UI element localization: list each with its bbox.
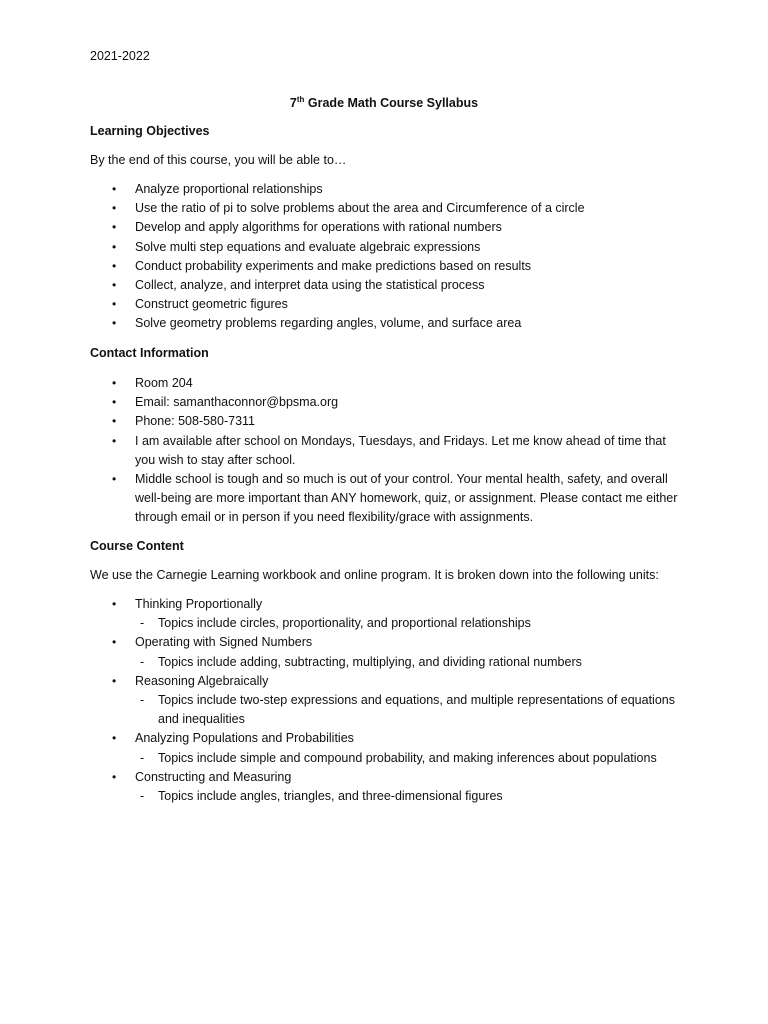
dash-icon: - bbox=[140, 654, 145, 669]
bullet-icon: • bbox=[112, 201, 117, 216]
course-content-heading: Course Content bbox=[90, 539, 184, 553]
bullet-icon: • bbox=[112, 297, 117, 312]
objectives-list bbox=[90, 180, 680, 334]
title-ordinal-suffix: th bbox=[296, 95, 305, 104]
unit-topics-list bbox=[135, 749, 680, 768]
bullet-icon: • bbox=[112, 395, 117, 410]
contact-room: Room 204 bbox=[135, 376, 193, 390]
contact-information-heading: Contact Information bbox=[90, 346, 209, 360]
unit-topics-list bbox=[135, 614, 680, 633]
list-item bbox=[90, 633, 680, 671]
unit-topics: Topics include two-step expressions and equations, and multiple representations of equations and inequalities bbox=[158, 693, 675, 727]
bullet-icon: • bbox=[112, 433, 117, 448]
bullet-icon: • bbox=[112, 316, 117, 331]
list-item bbox=[135, 653, 680, 672]
contact-email: Email: samanthaconnor@bpsma.org bbox=[135, 395, 339, 410]
unit-topics: Topics include circles, proportionality, and proportional relationships bbox=[158, 616, 531, 631]
bullet-icon: • bbox=[112, 239, 117, 254]
list-item bbox=[90, 768, 680, 806]
list-item bbox=[90, 314, 680, 333]
objective-text: Develop and apply algorithms for operations with rational numbers bbox=[135, 220, 502, 235]
page-title bbox=[0, 94, 768, 113]
learning-objectives-heading: Learning Objectives bbox=[90, 124, 210, 138]
bullet-icon: • bbox=[112, 220, 117, 235]
bullet-icon: • bbox=[112, 472, 117, 487]
dash-icon: - bbox=[140, 750, 145, 765]
list-item bbox=[135, 691, 680, 729]
unit-topics: Topics include simple and compound probability, and making inferences about populations bbox=[158, 750, 657, 765]
list-item bbox=[90, 257, 680, 276]
contact-wellbeing-note: Middle school is tough and so much is out of your control. Your mental health, safety, and overall well-being are more important than ANY homework, quiz, or assignment. Please contact me either through email or in person if you need flexibility/grace with assignments. bbox=[135, 472, 678, 525]
contact-list bbox=[90, 374, 680, 528]
title-text: Grade Math Course Syllabus bbox=[304, 96, 479, 110]
bullet-icon: • bbox=[112, 414, 117, 429]
dash-icon: - bbox=[140, 616, 145, 631]
list-item bbox=[90, 374, 680, 393]
unit-topics-list bbox=[135, 787, 680, 806]
list-item bbox=[90, 470, 680, 528]
unit-name: Constructing and Measuring bbox=[135, 769, 292, 784]
list-item bbox=[90, 295, 680, 314]
list-item bbox=[90, 729, 680, 767]
bullet-icon: • bbox=[112, 769, 117, 784]
bullet-icon: • bbox=[112, 597, 117, 611]
list-item bbox=[90, 276, 680, 295]
contact-availability: I am available after school on Mondays, Tuesdays, and Fridays. Let me know ahead of time that you wish to stay after school. bbox=[135, 433, 666, 467]
list-item bbox=[90, 180, 680, 199]
list-item bbox=[135, 787, 680, 806]
unit-topics: Topics include adding, subtracting, multiplying, and dividing rational numbers bbox=[158, 654, 582, 669]
list-item bbox=[135, 749, 680, 768]
bullet-icon: • bbox=[112, 673, 117, 688]
school-year: 2021-2022 bbox=[90, 49, 150, 63]
list-item bbox=[90, 672, 680, 730]
list-item bbox=[90, 199, 680, 218]
dash-icon: - bbox=[140, 693, 145, 708]
list-item bbox=[90, 432, 680, 470]
list-item bbox=[90, 595, 680, 633]
contact-phone: Phone: 508-580-7311 bbox=[135, 414, 256, 429]
dash-icon: - bbox=[140, 789, 145, 804]
unit-topics: Topics include angles, triangles, and three-dimensional figures bbox=[158, 789, 503, 804]
course-content-intro: We use the Carnegie Learning workbook and online program. It is broken down into the following units: bbox=[90, 568, 659, 582]
list-item bbox=[90, 393, 680, 412]
bullet-icon: • bbox=[112, 258, 117, 273]
unit-name: Reasoning Algebraically bbox=[135, 673, 269, 688]
objective-text: Analyze proportional relationships bbox=[135, 182, 323, 196]
objective-text: Solve multi step equations and evaluate algebraic expressions bbox=[135, 239, 481, 254]
title-grade-number: 7 bbox=[289, 96, 297, 110]
objective-text: Collect, analyze, and interpret data using the statistical process bbox=[135, 278, 485, 293]
objective-text: Conduct probability experiments and make predictions based on results bbox=[135, 258, 532, 273]
list-item bbox=[90, 218, 680, 237]
bullet-icon: • bbox=[112, 731, 117, 746]
unit-topics-list bbox=[135, 691, 680, 729]
learning-objectives-intro: By the end of this course, you will be able to… bbox=[90, 153, 347, 167]
list-item bbox=[90, 238, 680, 257]
objective-text: Solve geometry problems regarding angles, volume, and surface area bbox=[135, 316, 522, 331]
unit-name: Thinking Proportionally bbox=[135, 597, 263, 611]
unit-topics-list bbox=[135, 653, 680, 672]
list-item bbox=[90, 412, 680, 431]
bullet-icon: • bbox=[112, 635, 117, 650]
units-list bbox=[90, 595, 680, 806]
bullet-icon: • bbox=[112, 182, 117, 196]
list-item bbox=[135, 614, 680, 633]
unit-name: Operating with Signed Numbers bbox=[135, 635, 313, 650]
bullet-icon: • bbox=[112, 278, 117, 293]
objective-text: Construct geometric figures bbox=[135, 297, 288, 312]
unit-name: Analyzing Populations and Probabilities bbox=[135, 731, 354, 746]
bullet-icon: • bbox=[112, 376, 117, 390]
objective-text: Use the ratio of pi to solve problems about the area and Circumference of a circle bbox=[135, 201, 585, 216]
